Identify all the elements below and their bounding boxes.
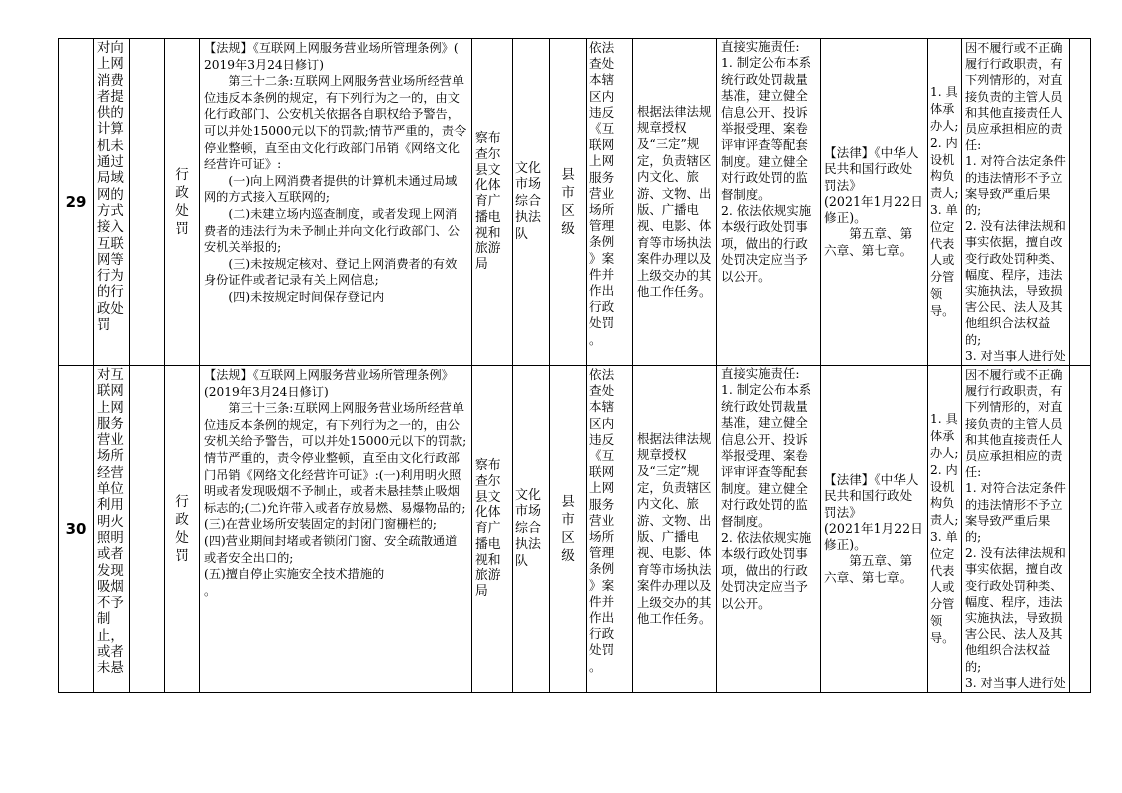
responsibility-cell <box>633 39 717 366</box>
executing-unit: 文化 市场 综合 执法 队 <box>515 160 542 242</box>
executing-unit: 文化 市场 综合 执法 队 <box>515 487 542 569</box>
measures-cell <box>717 366 821 693</box>
responsibility-cell <box>633 366 717 693</box>
empty-cell <box>130 366 165 693</box>
accountability-measures: 直接实施责任: 1. 制定公布本系统行政处罚裁量基准，建立健全信息公开、投诉举报受理、案卷评审评查等配套制度。建立健全对行政处罚的监督制度。 2. 依法依规实施本级行政处罚事项，做出的行政处罚决定应当予以公开。 <box>721 366 812 611</box>
row-number: 29 <box>59 39 94 366</box>
authority-table <box>58 38 1091 693</box>
row-number: 30 <box>59 366 94 693</box>
remarks-cell <box>1070 366 1091 693</box>
responsible-subjects: 1. 具体承办人; 2. 内设机构负责人; 3. 单位定代表人或分管领导。 <box>930 412 959 645</box>
table-row <box>59 39 1091 366</box>
responsibility-text: 根据法律法规规章授权及“三定”规定，负责辖区内文化、旅游、文物、出版、广播电视、电影、体育等市场执法案件办理以及上级交办的其他工作任务。 <box>637 430 712 627</box>
legal-cell <box>821 39 928 366</box>
administrative-level: 县 市 区 级 <box>561 494 575 564</box>
penalty-law-reference: 【法律】《中华人民共和国行政处罚法》 (2021年1月22日修正)。 第五章、第六章、第七章。 <box>824 472 923 585</box>
table-row <box>59 366 1091 693</box>
accountability-text: 因不履行或不正确履行行政职责，有下列情形的，对直接负责的主管人员和其他直接责任人员应承担相应的责任: 1. 对符合法定条件的违法情形不予立案导致严重后果的; 2. 没有法律法规和事实依据，擅自改变行政处罚种类、幅度、程序，违法实施执法，导致损害公民、法人及其他组织合法权益的; 3. 对当事人进行处 <box>965 41 1066 363</box>
implementing-department: 察布 查尔 县文 化体 育广 播电 视和 旅游 局 <box>475 130 501 273</box>
executor-cell <box>513 366 550 693</box>
implementing-department: 察布 查尔 县文 化体 育广 播电 视和 旅游 局 <box>475 457 501 600</box>
accountability-cell <box>962 366 1070 693</box>
measures-cell <box>717 39 821 366</box>
remarks-cell <box>1070 39 1091 366</box>
handling-text: 依法 查处 本辖 区内 违反 《互 联网 上网 服务 营业 场所 管理 条例 》案 件并 作出 行政 处罚 。 <box>589 367 615 674</box>
level-cell <box>550 39 587 366</box>
responsibility-text: 根据法律法规规章授权及“三定”规定，负责辖区内文化、旅游、文物、出版、广播电视、电影、体育等市场执法案件办理以及上级交办的其他工作任务。 <box>637 103 712 300</box>
accountability-measures: 直接实施责任: 1. 制定公布本系统行政处罚裁量基准，建立健全信息公开、投诉举报受理、案卷评审评查等配套制度。建立健全对行政处罚的监督制度。 2. 依法依规实施本级行政处罚事项，做出的行政处罚决定应当予以公开。 <box>721 39 812 284</box>
category-cell <box>165 39 200 366</box>
accountability-text: 因不履行或不正确履行行政职责，有下列情形的，对直接负责的主管人员和其他直接责任人员应承担相应的责任: 1. 对符合法定条件的违法情形不予立案导致严重后果的; 2. 没有法律法规和事实依据，擅自改变行政处罚种类、幅度、程序，违法实施执法，导致损害公民、法人及其他组织合法权益的; 3. 对当事人进行处 <box>965 368 1066 690</box>
legal-cell <box>821 366 928 693</box>
accountability-cell <box>962 39 1070 366</box>
legal-basis-text: 【法规】《互联网上网服务营业场所管理条例》( 2019年3月24日修订) 第三十二条:互联网上网服务营业场所经营单位违反本条例的规定，有下列行为之一的，由文化行政部门、公安机关依据各自职权给予警告，可以并处15000元以下的罚款;情节严重的，责令停业整顿，直至由文化行政部门吊销《网络文化经营许可证》: (一)向上网消费者提供的计算机未通过局域网的方式接入互联网的; (二)未建立场内巡查制度，或者发现上网消费者的违法行为未予制止并向文化行政部门、公安机关举报的; (三)未按规定核对、登记上网消费者的有效身份证件或者记录有关上网信息; (四)未按规定时间保存登记内 <box>204 41 467 304</box>
subjects-cell <box>928 39 962 366</box>
basis-cell <box>200 39 472 366</box>
handling-text: 依法 查处 本辖 区内 违反 《互 联网 上网 服务 营业 场所 管理 条例 》案 件并 作出 行政 处罚 。 <box>589 40 615 347</box>
penalty-law-reference: 【法律】《中华人民共和国行政处罚法》 (2021年1月22日修正)。 第五章、第六章、第七章。 <box>824 145 923 258</box>
item-name: 对向 上网 消费 者提 供的 计算 机未 通过 局域 网的 方式 接入 互联 网等 行为 的行 政处 罚 <box>97 41 124 334</box>
legal-basis-text: 【法规】《互联网上网服务营业场所管理条例》(2019年3月24日修订) 第三十三条:互联网上网服务营业场所经营单位违反本条例的规定，有下列行为之一的，由公安机关给予警告，可以并处15000元以下的罚款;情节严重的，责令停业整顿，直至由文化行政部门吊销《网络文化经营许可证》:(一)利用明火照明或者发现吸烟不予制止，或者未悬挂禁止吸烟标志的;(二)允许带入或者存放易燃、易爆物品的;(三)在营业场所安装固定的封闭门窗栅栏的; (四)营业期间封堵或者锁闭门窗、安全疏散通道或者安全出口的; (五)擅自停止实施安全技术措施的 。 <box>204 368 467 598</box>
item-category: 行 政 处 罚 <box>175 167 189 237</box>
item-name-cell <box>94 366 130 693</box>
empty-cell <box>130 39 165 366</box>
item-name: 对互 联网 上网 服务 营业 场所 经营 单位 利用 明火 照明 或者 发现 吸烟 不予 制 止， 或者 未悬 <box>97 368 124 677</box>
executor-cell <box>513 39 550 366</box>
item-category: 行 政 处 罚 <box>175 494 189 564</box>
item-name-cell <box>94 39 130 366</box>
category-cell <box>165 366 200 693</box>
subjects-cell <box>928 366 962 693</box>
handling-cell <box>587 39 633 366</box>
level-cell <box>550 366 587 693</box>
department-cell <box>472 366 513 693</box>
basis-cell <box>200 366 472 693</box>
handling-cell <box>587 366 633 693</box>
administrative-level: 县 市 区 级 <box>561 167 575 237</box>
department-cell <box>472 39 513 366</box>
responsible-subjects: 1. 具体承办人; 2. 内设机构负责人; 3. 单位定代表人或分管领导。 <box>930 85 959 318</box>
